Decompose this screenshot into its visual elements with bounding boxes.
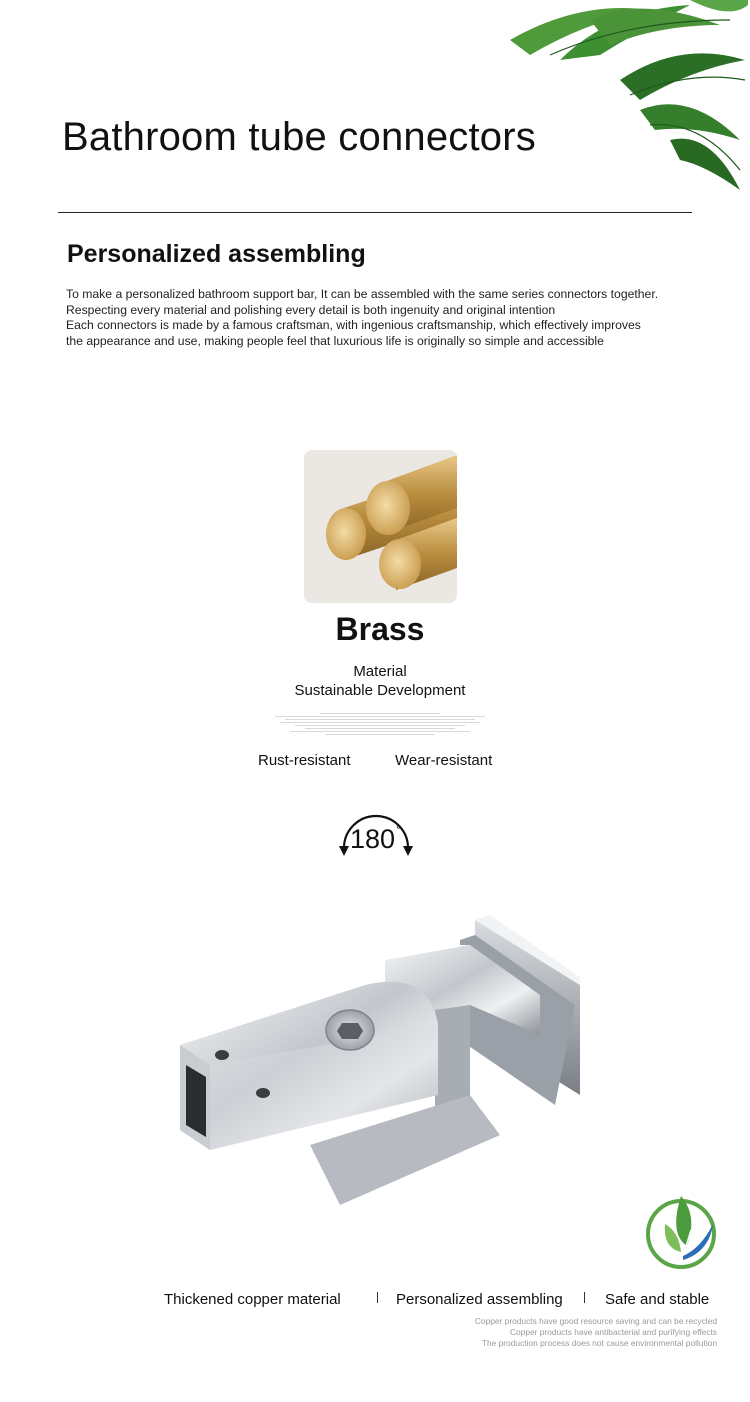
degree-symbol: ° [396,822,402,837]
brass-rods-image [304,450,457,603]
feature-divider [377,1292,378,1303]
feature-thickened-copper: Thickened copper material [164,1291,341,1308]
footnote: Copper products have antibacterial and purifying effects [509,1327,717,1337]
title-divider [58,212,692,213]
feature-safe-stable: Safe and stable [605,1291,710,1308]
footnote: The production process does not cause environmental pollution [481,1338,717,1348]
material-label: Material [353,663,407,680]
intro-paragraph [66,287,706,349]
eco-leaf-logo-icon [643,1190,719,1270]
intro-line: Respecting every material and polishing every detail is both ingenuity and original intention [66,302,556,317]
property-wear-resistant: Wear-resistant [395,752,493,769]
intro-line: the appearance and use, making people feel that luxurious life is originally so simple and accessible [66,333,604,348]
material-tagline: Sustainable Development [294,682,466,699]
material-name: Brass [335,611,425,647]
footnote: Copper products have good resource saving and can be recycled [474,1316,717,1326]
feature-personalized-assembling: Personalized assembling [396,1291,563,1308]
page-title: Bathroom tube connectors [62,115,536,159]
property-rust-resistant: Rust-resistant [258,752,351,769]
feature-divider [584,1292,585,1303]
chrome-connector-image [170,915,590,1215]
intro-line: Each connectors is made by a famous craftsman, with ingenious craftsmanship, which effectively improves [66,318,641,332]
rotation-angle: 180 [350,824,396,854]
intro-line: To make a personalized bathroom support bar, It can be assembled with the same series connectors together. [66,287,659,301]
brass-rods-icon [304,450,457,603]
section-subtitle: Personalized assembling [67,240,366,268]
rotate-180-icon [334,808,418,864]
palm-leaves-icon [490,0,750,200]
faint-text-lines [270,713,490,737]
